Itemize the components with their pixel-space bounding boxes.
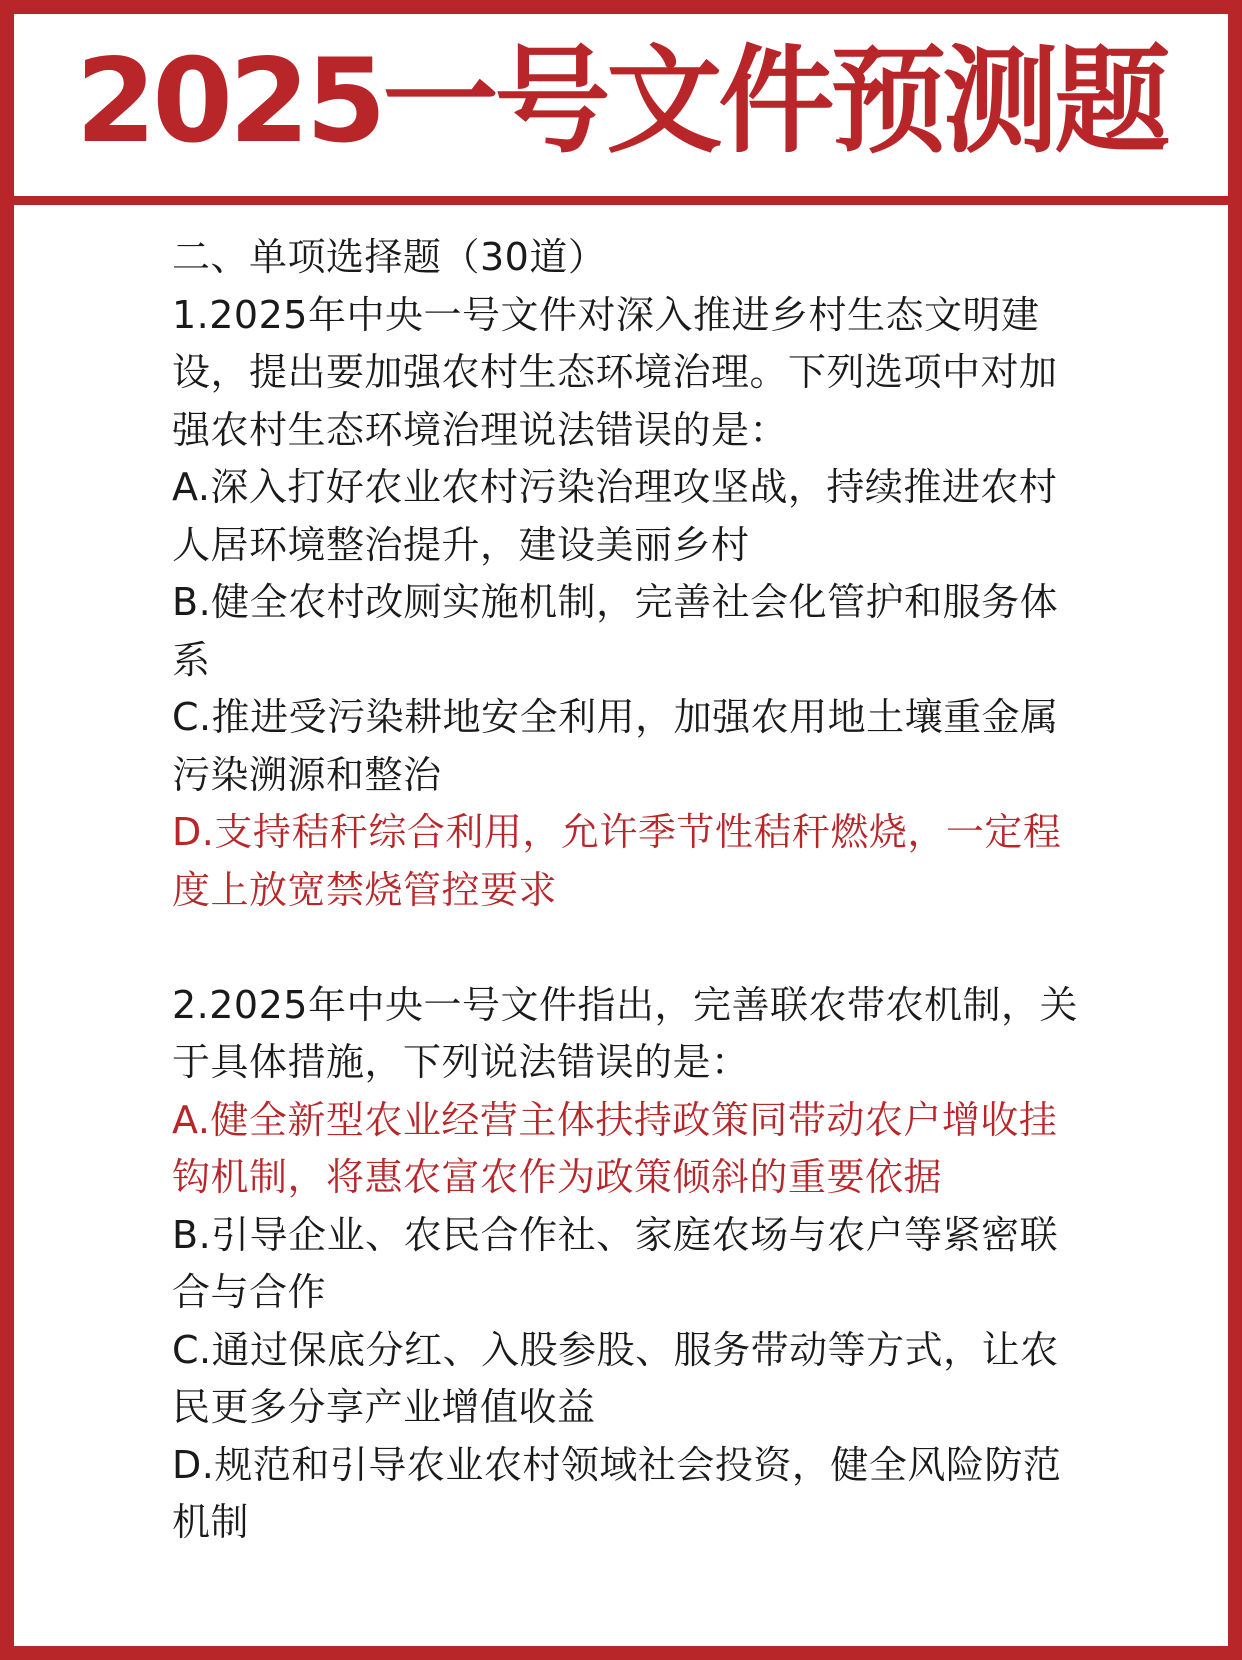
question-stem: 1.2025年中央一号文件对深入推进乡村生态文明建设，提出要加强农村生态环境治理。下列选项中对加强农村生态环境治理说法错误的是： (172, 292, 1058, 452)
title-banner (14, 14, 1228, 186)
question-separator (172, 919, 1092, 977)
option-a-answer: A.健全新型农业经营主体扶持政策同带动农户增收挂钩机制，将惠农富农作为政策倾斜的重要依据 (172, 1097, 1058, 1199)
option-b: B.健全农村改厕实施机制，完善社会化管护和服务体系 (172, 580, 1059, 682)
question-stem: 2.2025年中央一号文件指出，完善联农带农机制，关于具体措施，下列说法错误的是： (172, 982, 1078, 1084)
option-c: C.通过保底分红、入股参股、服务带动等方式，让农民更多分享产业增值收益 (172, 1327, 1059, 1429)
option-c: C.推进受污染耕地安全利用，加强农用地土壤重金属污染溯源和整治 (172, 695, 1059, 797)
option-a: A.深入打好农业农村污染治理攻坚战，持续推进农村人居环境整治提升，建设美丽乡村 (172, 465, 1058, 567)
header-divider (14, 186, 1228, 196)
option-d: D.规范和引导农业农村领域社会投资，健全风险防范机制 (172, 1442, 1062, 1544)
question-list (172, 229, 1092, 1552)
page-title: 2025一号文件预测题 (75, 34, 1167, 169)
option-b: B.引导企业、农民合作社、家庭农场与农户等紧密联合与合作 (172, 1212, 1059, 1314)
content-panel (14, 205, 1228, 1646)
option-d-answer: D.支持秸秆综合利用，允许季节性秸秆燃烧，一定程度上放宽禁烧管控要求 (172, 810, 1062, 912)
section-heading: 二、单项选择题（30道） (172, 235, 607, 279)
